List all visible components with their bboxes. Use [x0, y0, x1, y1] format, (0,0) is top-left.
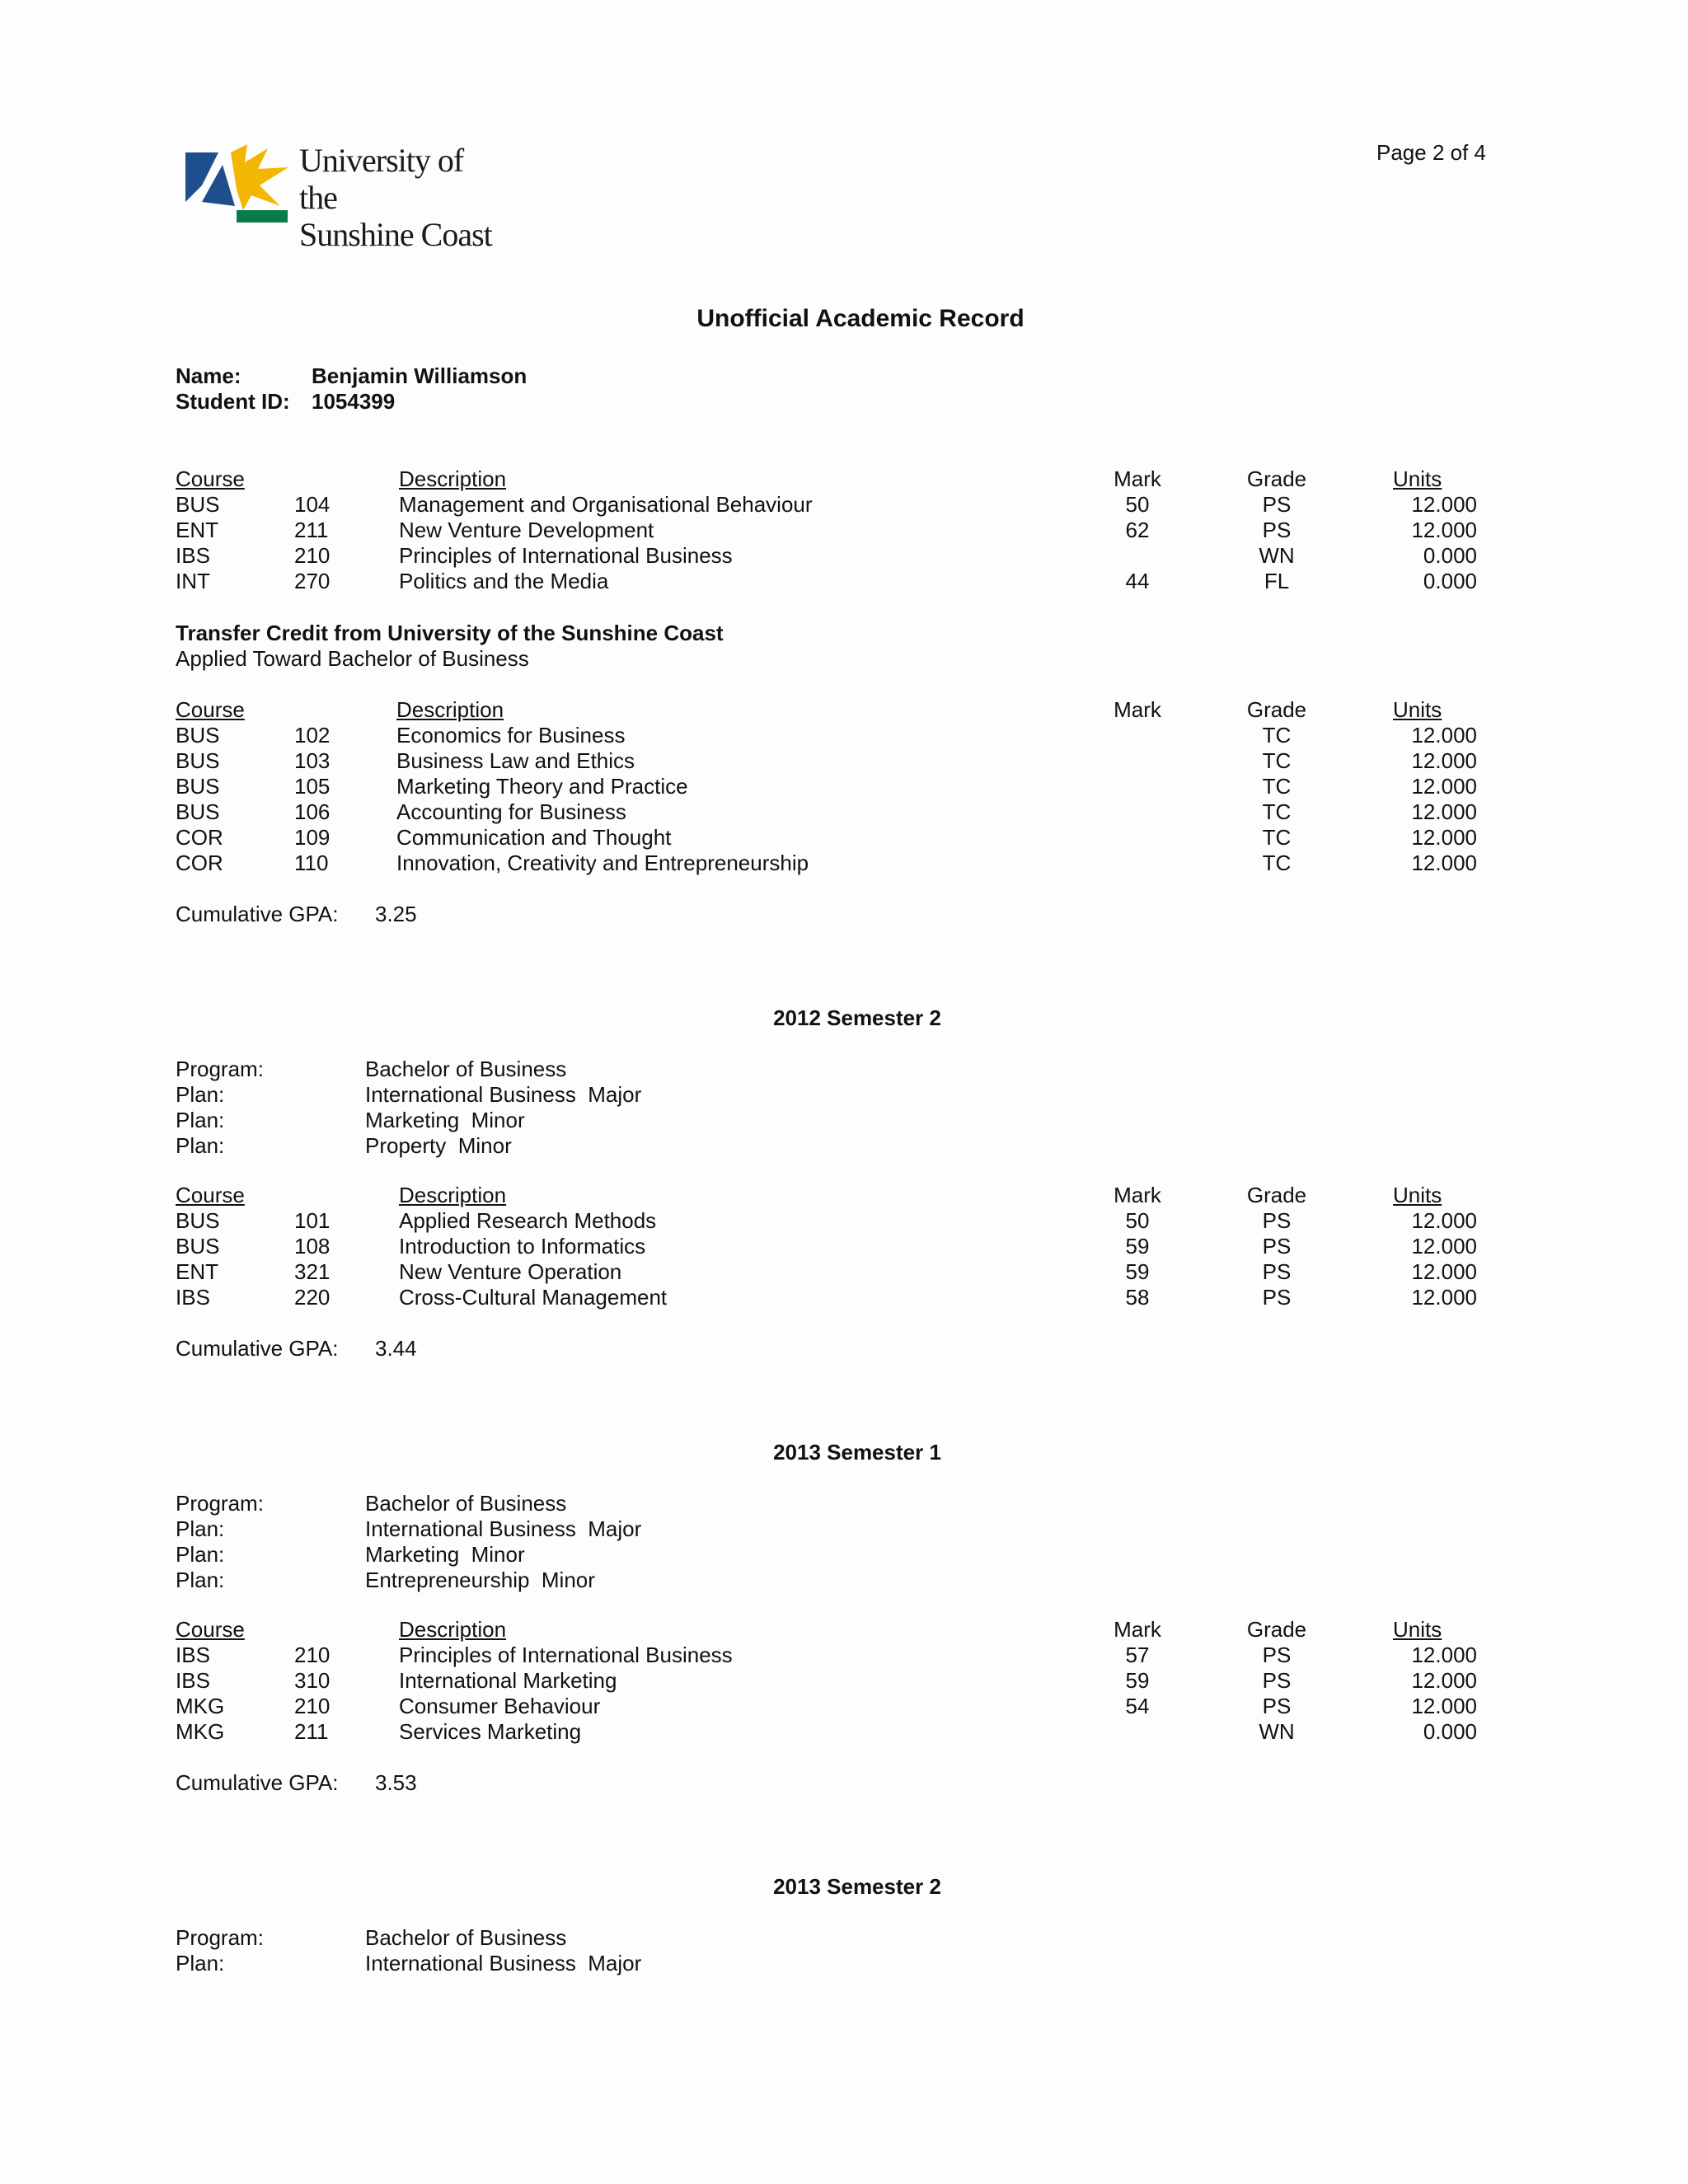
course-subject: BUS [176, 492, 220, 517]
course-description: New Venture Operation [399, 1259, 622, 1284]
term-title: 2013 Semester 2 [773, 1874, 941, 1899]
program-value: Bachelor of Business [365, 1925, 567, 1950]
table-row: BUS 106 Accounting for Business TC 12.000 [176, 799, 1477, 824]
course-description: Innovation, Creativity and Entrepreneurship [396, 851, 809, 875]
gpa-value: 3.44 [375, 1336, 417, 1361]
page-number: Page 2 of 4 [1376, 140, 1486, 165]
course-subject: MKG [176, 1694, 225, 1718]
course-number: 210 [294, 543, 331, 568]
table-row: ENT 211 New Venture Development 62 PS 12.000 [176, 518, 1477, 542]
student-id: 1054399 [312, 389, 396, 414]
plan-value: Marketing Minor [365, 1542, 525, 1567]
plan-value: International Business Major [365, 1516, 642, 1541]
gpa-row [0, 1336, 1688, 1361]
gpa-value: 3.25 [375, 902, 417, 926]
plan-row [0, 1568, 1688, 1593]
course-units: 0.000 [1423, 543, 1477, 568]
table-row: MKG 211 Services Marketing WN 0.000 [176, 1719, 1477, 1744]
course-description: Business Law and Ethics [396, 748, 635, 773]
plan-value: Property Minor [365, 1133, 512, 1158]
course-units: 12.000 [1411, 518, 1477, 542]
plan-value: International Business Major [365, 1082, 642, 1107]
plan-label: Plan: [176, 1951, 225, 1975]
gpa-label: Cumulative GPA: [176, 1770, 339, 1795]
course-subject: COR [176, 851, 223, 875]
gpa-row [0, 1770, 1688, 1796]
table-header: Course Description Mark Grade Units [176, 466, 1442, 491]
course-units: 12.000 [1411, 1259, 1477, 1284]
plan-label: Plan: [176, 1568, 225, 1592]
course-description: Services Marketing [399, 1719, 582, 1744]
course-units: 12.000 [1411, 723, 1477, 748]
course-description: Consumer Behaviour [399, 1694, 601, 1718]
program-value: Bachelor of Business [365, 1491, 567, 1516]
table-row: IBS 210 Principles of International Business WN 0.000 [176, 543, 1477, 568]
university-logo [185, 142, 507, 253]
table-row: IBS 220 Cross-Cultural Management 58 PS 12.000 [176, 1285, 1477, 1310]
course-subject: MKG [176, 1719, 225, 1744]
course-number: 321 [294, 1259, 331, 1284]
table-row: BUS 102 Economics for Business TC 12.000 [176, 723, 1477, 748]
course-subject: IBS [176, 543, 210, 568]
table-row: BUS 101 Applied Research Methods 50 PS 12.000 [176, 1208, 1477, 1233]
program-label: Program: [176, 1925, 264, 1950]
table-row: IBS 310 International Marketing 59 PS 12.000 [176, 1668, 1477, 1693]
col-units: Units [1393, 1183, 1442, 1207]
document-title: Unofficial Academic Record [696, 305, 1025, 332]
gpa-row [0, 902, 1688, 927]
table-row: BUS 104 Management and Organisational Behaviour 50 PS 12.000 [176, 492, 1477, 517]
col-units: Units [1393, 466, 1442, 491]
course-subject: IBS [176, 1668, 210, 1693]
course-description: New Venture Development [399, 518, 654, 542]
course-description: Marketing Theory and Practice [396, 774, 688, 799]
col-units: Units [1393, 1617, 1442, 1642]
table-row: IBS 210 Principles of International Business 57 PS 12.000 [176, 1643, 1477, 1667]
plan-value: Entrepreneurship Minor [365, 1568, 595, 1592]
course-number: 110 [294, 851, 329, 875]
program-row [0, 1491, 1688, 1516]
course-subject: COR [176, 825, 223, 850]
course-description: Management and Organisational Behaviour [399, 492, 813, 517]
course-units: 12.000 [1411, 1694, 1477, 1718]
gpa-label: Cumulative GPA: [176, 1336, 339, 1361]
course-units: 12.000 [1411, 825, 1477, 850]
course-number: 211 [294, 518, 329, 542]
course-units: 12.000 [1411, 748, 1477, 773]
course-number: 109 [294, 825, 331, 850]
course-description: Economics for Business [396, 723, 626, 748]
course-number: 310 [294, 1668, 331, 1693]
logo-line-2: Sunshine Coast [299, 216, 492, 253]
course-units: 12.000 [1411, 1285, 1477, 1310]
col-description: Description [399, 1617, 507, 1642]
student-name-row [0, 363, 1688, 389]
course-subject: INT [176, 569, 210, 593]
term-title: 2013 Semester 1 [773, 1440, 941, 1465]
course-number: 106 [294, 799, 331, 824]
course-description: Principles of International Business [399, 1643, 733, 1667]
program-row [0, 1925, 1688, 1951]
col-course: Course [176, 1617, 245, 1642]
plan-value: Marketing Minor [365, 1108, 525, 1132]
course-units: 12.000 [1411, 774, 1477, 799]
course-units: 12.000 [1411, 1208, 1477, 1233]
course-subject: ENT [176, 518, 218, 542]
term-title: 2012 Semester 2 [773, 1005, 941, 1030]
gpa-label: Cumulative GPA: [176, 902, 339, 926]
course-description: Politics and the Media [399, 569, 609, 593]
logo-line-1: University of the [299, 142, 464, 216]
table-row: MKG 210 Consumer Behaviour 54 PS 12.000 [176, 1694, 1477, 1718]
course-units: 12.000 [1411, 1668, 1477, 1693]
table-header: Course Description Mark Grade Units [176, 1617, 1442, 1642]
plan-label: Plan: [176, 1516, 225, 1541]
plan-row [0, 1133, 1688, 1159]
table-header: Course Description Mark Grade Units [176, 1183, 1442, 1207]
program-value: Bachelor of Business [365, 1057, 567, 1081]
transfer-title-row [0, 621, 1688, 646]
name-label: Name: [176, 363, 241, 388]
course-number: 211 [294, 1719, 329, 1744]
program-label: Program: [176, 1057, 264, 1081]
student-id-row [0, 389, 1688, 415]
plan-row [0, 1516, 1688, 1542]
course-number: 101 [294, 1208, 331, 1233]
course-number: 108 [294, 1234, 331, 1258]
transfer-title: Transfer Credit from University of the Sunshine Coast [176, 621, 724, 645]
course-description: Communication and Thought [396, 825, 672, 850]
plan-label: Plan: [176, 1542, 225, 1567]
course-description: Accounting for Business [396, 799, 626, 824]
table-row: COR 109 Communication and Thought TC 12.000 [176, 825, 1477, 850]
col-units: Units [1393, 697, 1442, 722]
course-subject: BUS [176, 1208, 220, 1233]
course-description: Principles of International Business [399, 543, 733, 568]
course-number: 210 [294, 1694, 331, 1718]
course-number: 220 [294, 1285, 331, 1310]
transfer-subtitle-row [0, 646, 1688, 672]
table-row: INT 270 Politics and the Media 44 FL 0.000 [176, 569, 1477, 593]
plan-row [0, 1542, 1688, 1568]
logo-wordmark [299, 144, 507, 255]
course-subject: BUS [176, 799, 220, 824]
col-course: Course [176, 1183, 245, 1207]
course-units: 0.000 [1423, 1719, 1477, 1744]
course-subject: IBS [176, 1643, 210, 1667]
course-description: International Marketing [399, 1668, 617, 1693]
table-row: BUS 103 Business Law and Ethics TC 12.000 [176, 748, 1477, 773]
plan-row [0, 1082, 1688, 1108]
plan-row [0, 1108, 1688, 1133]
course-units: 12.000 [1411, 851, 1477, 875]
transfer-subtitle: Applied Toward Bachelor of Business [176, 646, 529, 671]
course-units: 12.000 [1411, 1234, 1477, 1258]
col-course: Course [176, 697, 245, 722]
plan-value: International Business Major [365, 1951, 642, 1975]
course-units: 12.000 [1411, 492, 1477, 517]
course-units: 12.000 [1411, 799, 1477, 824]
course-number: 210 [294, 1643, 331, 1667]
course-number: 104 [294, 492, 331, 517]
plan-label: Plan: [176, 1108, 225, 1132]
course-subject: BUS [176, 723, 220, 748]
table-header: Course Description Mark Grade Units [176, 697, 1442, 722]
course-description: Applied Research Methods [399, 1208, 657, 1233]
plan-row [0, 1951, 1688, 1976]
program-row [0, 1057, 1688, 1082]
course-description: Introduction to Informatics [399, 1234, 646, 1258]
course-number: 103 [294, 748, 331, 773]
plan-label: Plan: [176, 1082, 225, 1107]
course-units: 12.000 [1411, 1643, 1477, 1667]
sunburst-logo-icon [185, 144, 293, 227]
table-row: BUS 108 Introduction to Informatics 59 PS 12.000 [176, 1234, 1477, 1258]
plan-label: Plan: [176, 1133, 225, 1158]
course-description: Cross-Cultural Management [399, 1285, 668, 1310]
student-id-label: Student ID: [176, 389, 290, 414]
col-description: Description [399, 1183, 507, 1207]
course-subject: BUS [176, 748, 220, 773]
course-subject: BUS [176, 774, 220, 799]
course-subject: ENT [176, 1259, 218, 1284]
col-course: Course [176, 466, 245, 491]
course-number: 102 [294, 723, 331, 748]
table-row: BUS 105 Marketing Theory and Practice TC 12.000 [176, 774, 1477, 799]
course-number: 270 [294, 569, 331, 593]
col-description: Description [399, 466, 507, 491]
course-number: 105 [294, 774, 331, 799]
program-label: Program: [176, 1491, 264, 1516]
course-subject: BUS [176, 1234, 220, 1258]
col-description: Description [396, 697, 504, 722]
course-subject: IBS [176, 1285, 210, 1310]
table-row: ENT 321 New Venture Operation 59 PS 12.000 [176, 1259, 1477, 1284]
student-name: Benjamin Williamson [312, 363, 528, 388]
course-units: 0.000 [1423, 569, 1477, 593]
gpa-value: 3.53 [375, 1770, 417, 1795]
table-row: COR 110 Innovation, Creativity and Entrepreneurship TC 12.000 [176, 851, 1477, 875]
